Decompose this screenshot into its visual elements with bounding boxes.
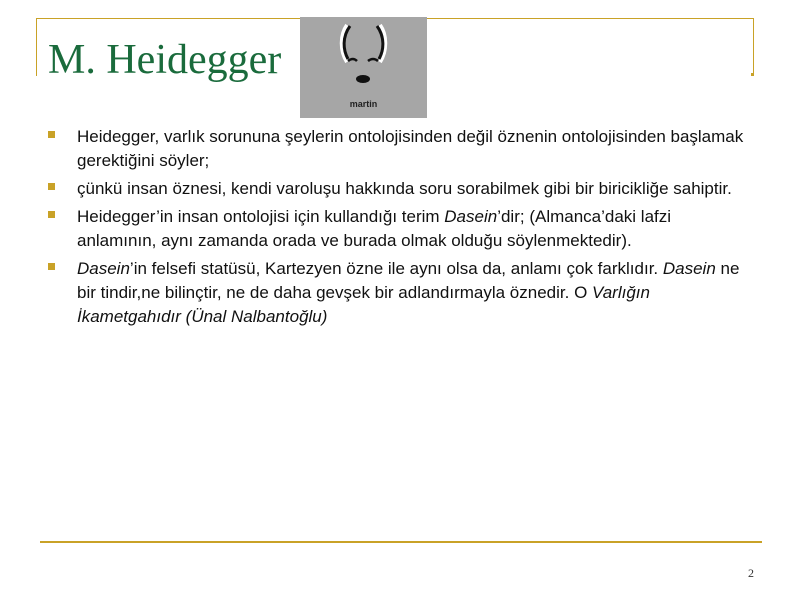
slide-title: M. Heidegger [48, 37, 282, 83]
bullet-text: ne bir tindir,ne bilinçtir, ne de daha gevşek bir adlandırmayla öznedir. O [77, 259, 740, 302]
frame-left-line [36, 18, 37, 76]
frame-bottom-line [40, 541, 762, 543]
bullet-item [48, 177, 748, 201]
bullet-text-italic: Dasein [662, 259, 716, 278]
bullet-item [48, 205, 748, 253]
bullet-text: ’dir; (Almanca’daki lafzi anlamının, aynı zamanda orada ve burada olmak olduğu söylenmektedir). [77, 207, 672, 250]
bullet-text-italic: Dasein [444, 207, 498, 226]
frame-right-line [753, 18, 754, 76]
frame-corner-dot [751, 73, 754, 76]
page-number: 2 [748, 566, 754, 580]
bullet-text: Heidegger’in insan ontolojisi için kullandığı terim [77, 207, 445, 226]
portrait-image [300, 17, 427, 118]
bullet-text-italic: Dasein [77, 259, 130, 278]
bullet-marker-icon [48, 183, 55, 190]
bullet-item [48, 125, 748, 173]
portrait-caption: martin [349, 99, 378, 109]
bullet-text: Heidegger, varlık sorununa şeylerin ontolojisinden değil öznenin ontolojisinden başlamak gerektiğini söyler; [77, 127, 744, 170]
bullet-item [48, 257, 748, 329]
bullet-text-italic: Varlığın İkametgahıdır (Ünal Nalbantoğlu) [77, 283, 650, 326]
bullet-marker-icon [48, 131, 55, 138]
bullet-text: ’in felsefi statüsü, Kartezyen özne ile aynı olsa da, anlamı çok farklıdır. [129, 259, 663, 278]
bullet-marker-icon [48, 211, 55, 218]
bullet-text: çünkü insan öznesi, kendi varoluşu hakkında soru sorabilmek gibi bir biricikliğe sahiptir. [77, 179, 732, 198]
bullet-list [48, 125, 748, 333]
bullet-marker-icon [48, 263, 55, 270]
